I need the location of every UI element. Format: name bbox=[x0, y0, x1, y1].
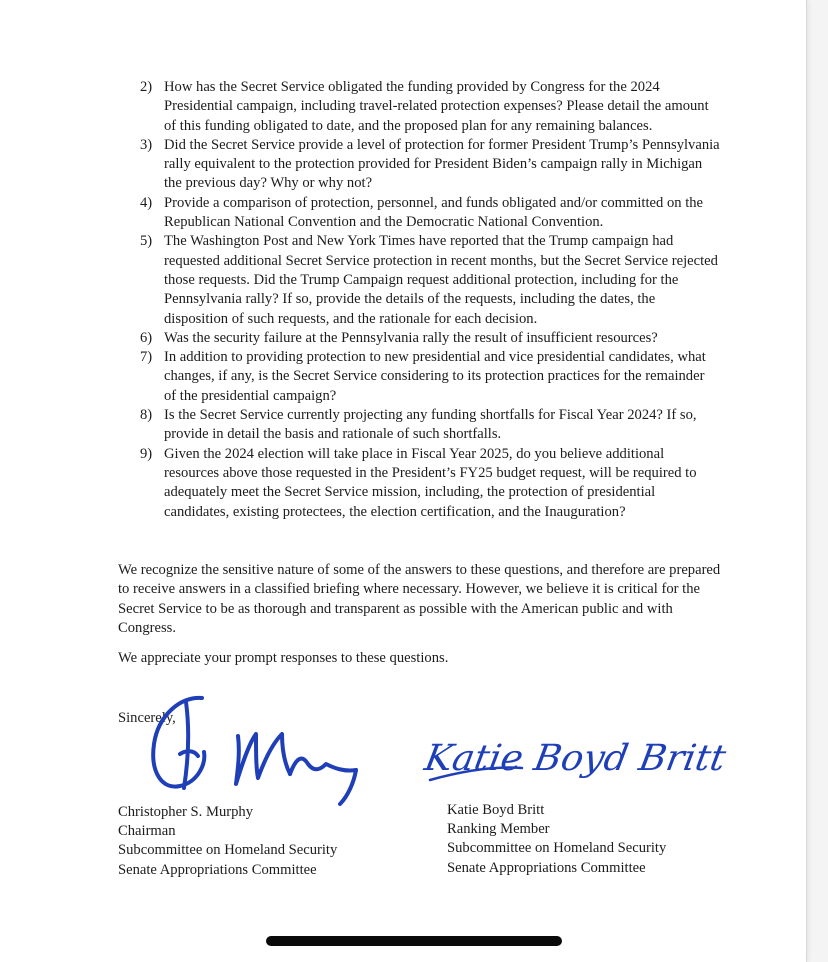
list-number: 8) bbox=[140, 407, 153, 424]
list-number: 5) bbox=[140, 233, 153, 250]
signer-committee: Senate Appropriations Committee bbox=[447, 859, 646, 876]
list-item bbox=[120, 78, 720, 136]
list-text: The Washington Post and New York Times have reported that the Trump campaign had requested additional Secret Service protection in recent months, but the Secret Service rejected those requests. Did the Trump Campaign request additional protection, including for the Pennsylvania rally? If so, provide the details of the requests, including the dates, the disposition of such requests, and the rationale for each decision. bbox=[164, 233, 718, 327]
signature-block-left bbox=[118, 803, 337, 880]
list-item bbox=[120, 194, 720, 233]
signer-name: Christopher S. Murphy bbox=[118, 804, 253, 820]
list-text: Was the security failure at the Pennsylvania rally the result of insufficient resources? bbox=[164, 329, 658, 346]
home-indicator-bar[interactable] bbox=[266, 936, 562, 946]
signer-subcommittee: Subcommittee on Homeland Security bbox=[118, 842, 338, 859]
appreciation-paragraph: We appreciate your prompt responses to these questions. bbox=[118, 650, 449, 666]
list-number: 2) bbox=[140, 79, 153, 95]
list-item bbox=[120, 232, 720, 328]
britt-signature bbox=[421, 720, 746, 790]
signer-title: Ranking Member bbox=[447, 821, 550, 838]
list-item bbox=[120, 329, 720, 348]
list-number: 4) bbox=[140, 194, 153, 211]
list-text: Given the 2024 election will take place in Fiscal Year 2025, do you believe additional resources above those requested in the President’s FY25 budget request, will be required to adequately meet the Secret Service mission, including, the protection of presidential candidates, existing protectees, the election certification, and the Inauguration? bbox=[164, 445, 697, 520]
murphy-signature bbox=[140, 692, 370, 810]
list-text: Did the Secret Service provide a level of protection for former President Trump’s Pennsylvania rally equivalent to the protection provided for President Biden’s campaign rally in Michigan the previous day? Why or why not? bbox=[164, 136, 720, 192]
closing-salutation: Sincerely, bbox=[118, 710, 176, 726]
list-number: 3) bbox=[140, 136, 153, 153]
list-number: 6) bbox=[140, 329, 153, 346]
list-item bbox=[120, 136, 720, 194]
list-item bbox=[120, 406, 720, 445]
list-item bbox=[120, 445, 720, 522]
list-number: 7) bbox=[140, 349, 153, 366]
signer-name: Katie Boyd Britt bbox=[447, 802, 545, 818]
signer-subcommittee: Subcommittee on Homeland Security bbox=[447, 840, 667, 857]
question-list bbox=[120, 78, 720, 522]
list-item bbox=[120, 348, 720, 406]
list-text: Provide a comparison of protection, personnel, and funds obligated and/or committed on the Republican National Convention and the Democratic National Convention. bbox=[164, 194, 704, 231]
britt-signature-text: Katie Boyd Britt bbox=[421, 736, 724, 779]
list-text: In addition to providing protection to new presidential and vice presidential candidates, what changes, if any, is the Secret Service considering to its protection practices for the remainder of the presidential campaign? bbox=[164, 349, 706, 404]
classified-briefing-paragraph: We recognize the sensitive nature of some of the answers to these questions, and therefore are prepared to receive answers in a classified briefing where necessary. However, we believe it is critical for the Secret Service to be as thorough and transparent as possible with the American public and with Congress. bbox=[118, 562, 721, 636]
signer-committee: Senate Appropriations Committee bbox=[118, 861, 317, 878]
signature-block-right bbox=[447, 801, 666, 878]
list-text: Is the Secret Service currently projecting any funding shortfalls for Fiscal Year 2024? If so, provide in detail the basis and rationale of such shortfalls. bbox=[164, 407, 697, 443]
signer-title: Chairman bbox=[118, 823, 176, 840]
list-text: How has the Secret Service obligated the funding provided by Congress for the 2024 Presidential campaign, including travel-related protection expenses? Please detail the amount of this funding obligated to date, and the proposed plan for any remaining balances. bbox=[164, 79, 709, 134]
list-number: 9) bbox=[140, 445, 153, 462]
